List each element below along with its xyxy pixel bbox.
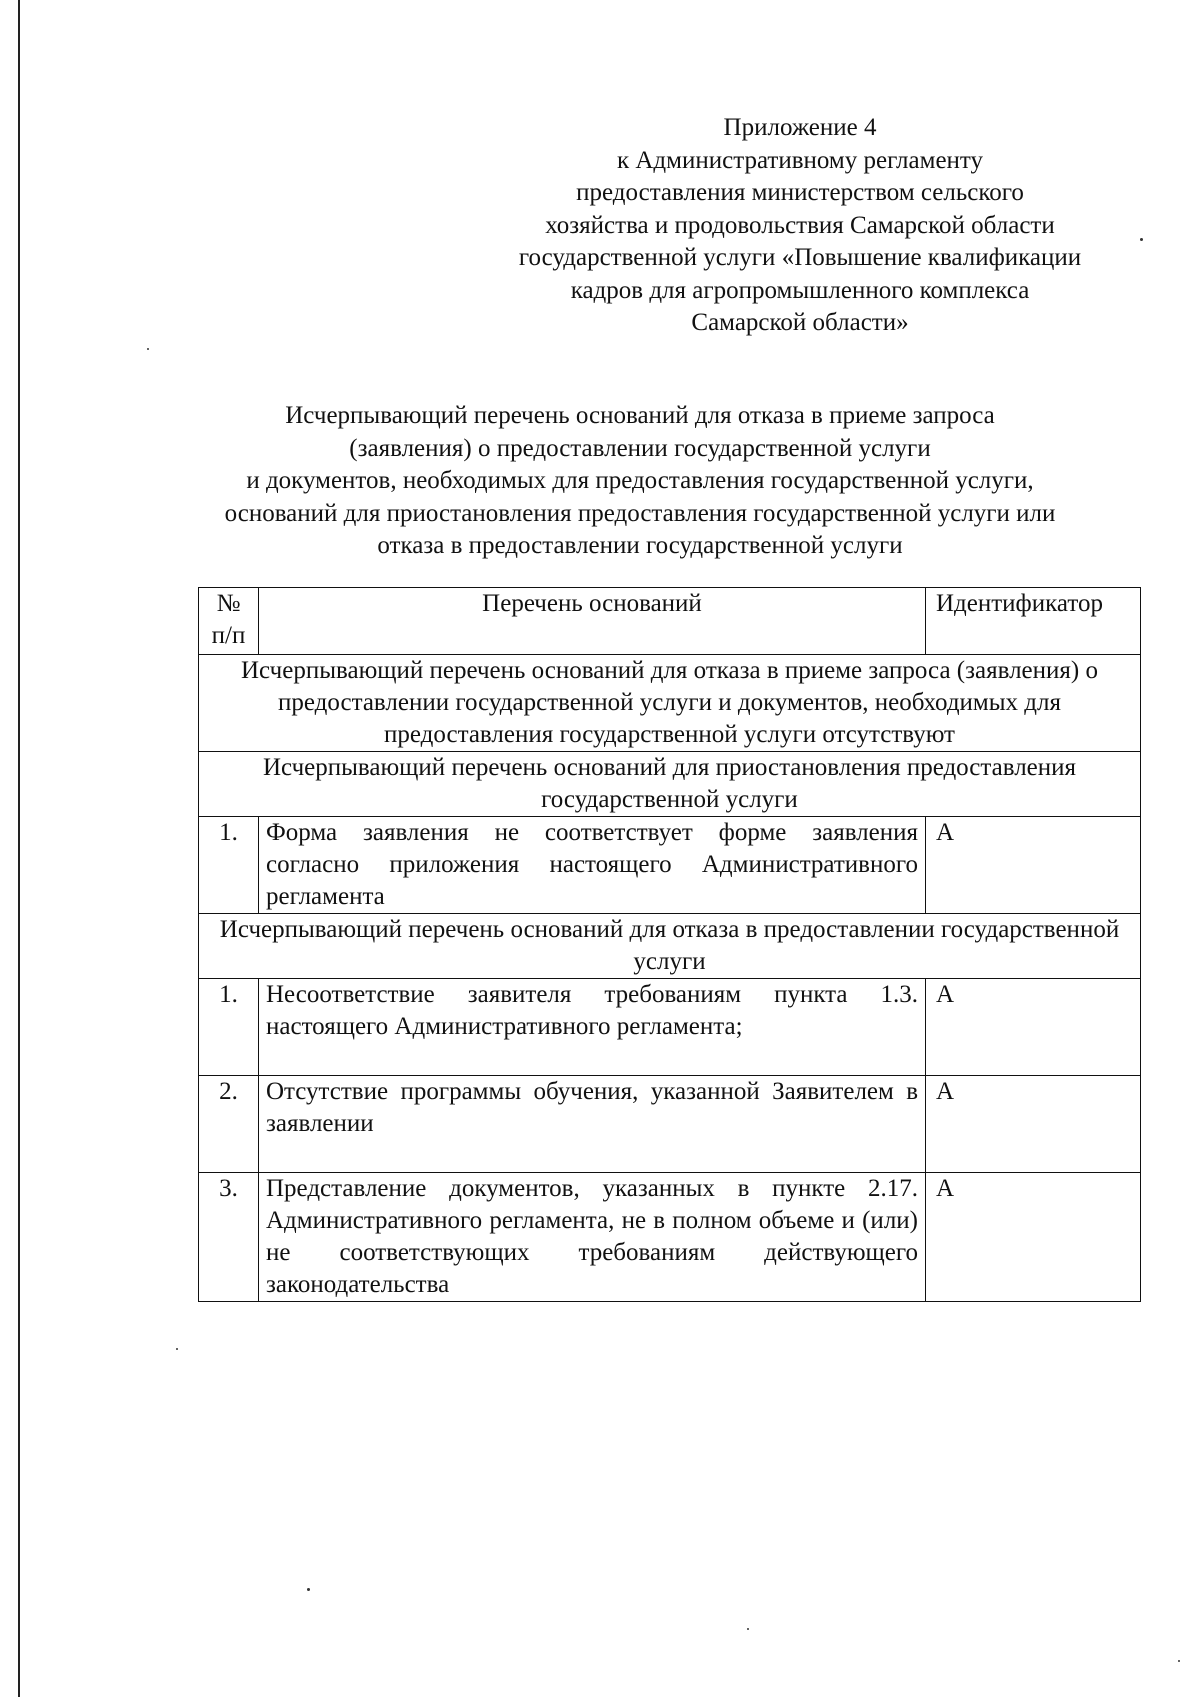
row-number: 1. [199,979,259,1076]
row-ground-text: Форма заявления не соответствует форме заявления согласно приложения настоящего Административного регламента [259,817,926,914]
scan-speck [147,348,149,350]
section-title-suspension: Исчерпывающий перечень оснований для приостановления предоставления государственной услуги [199,752,1141,817]
scan-speck [747,1628,749,1630]
scan-speck [1178,1660,1180,1662]
appendix-line: хозяйства и продовольствия Самарской области [545,211,1055,239]
section-title-refusal-service: Исчерпывающий перечень оснований для отказа в предоставлении государственной услуги [199,914,1141,979]
appendix-line: к Административному регламенту [616,146,984,174]
table-row [199,1173,1141,1302]
row-number: 2. [199,1076,259,1173]
appendix-line: кадров для агропромышленного комплекса [570,276,1030,304]
scan-speck [176,1348,178,1350]
heading-line: Исчерпывающий перечень оснований для отказа в приеме запроса [285,402,995,429]
section-row [199,655,1141,752]
document-heading [150,400,1130,563]
row-identifier: А [926,1076,1141,1173]
table-row [199,1076,1141,1173]
table-row [199,817,1141,914]
section-row [199,914,1141,979]
appendix-block [440,112,1160,340]
section-title-refusal-acceptance: Исчерпывающий перечень оснований для отказа в приеме запроса (заявления) о предоставлении государственной услуги и документов, необходимых для предоставления государственной услуги отсутствуют [199,655,1141,752]
scan-speck [307,1588,310,1591]
grounds-table [198,587,1141,1302]
row-identifier: А [926,1173,1141,1302]
heading-line: и документов, необходимых для предоставления государственной услуги, [246,467,1034,494]
appendix-line: государственной услуги «Повышение квалификации [518,244,1082,271]
table-row [199,979,1141,1076]
row-ground-text: Несоответствие заявителя требованиям пункта 1.3. настоящего Административного регламента; [259,979,926,1076]
header-num-cell: № п/п [199,588,259,655]
table-header-row [199,588,1141,655]
scan-edge-line [18,0,20,1697]
heading-line: оснований для приостановления предоставления государственной услуги или [224,499,1056,527]
appendix-line: предоставления министерством сельского [576,179,1024,206]
row-ground-text: Отсутствие программы обучения, указанной Заявителем в заявлении [259,1076,926,1173]
row-ground-text: Представление документов, указанных в пункте 2.17. Административного регламента, не в полном объеме и (или) не соответствующих требованиям действующего законодательства [259,1173,926,1302]
row-identifier: А [926,979,1141,1076]
header-id-cell: Идентификатор [926,588,1141,655]
heading-line: (заявления) о предоставлении государственной услуги [349,434,931,462]
row-identifier: А [926,817,1141,914]
header-list-cell: Перечень оснований [259,588,926,655]
section-row [199,752,1141,817]
appendix-line: Самарской области» [691,309,909,336]
row-number: 3. [199,1173,259,1302]
scan-speck [1140,238,1143,241]
heading-line: отказа в предоставлении государственной услуги [377,532,903,559]
row-number: 1. [199,817,259,914]
appendix-line: Приложение 4 [723,114,877,141]
